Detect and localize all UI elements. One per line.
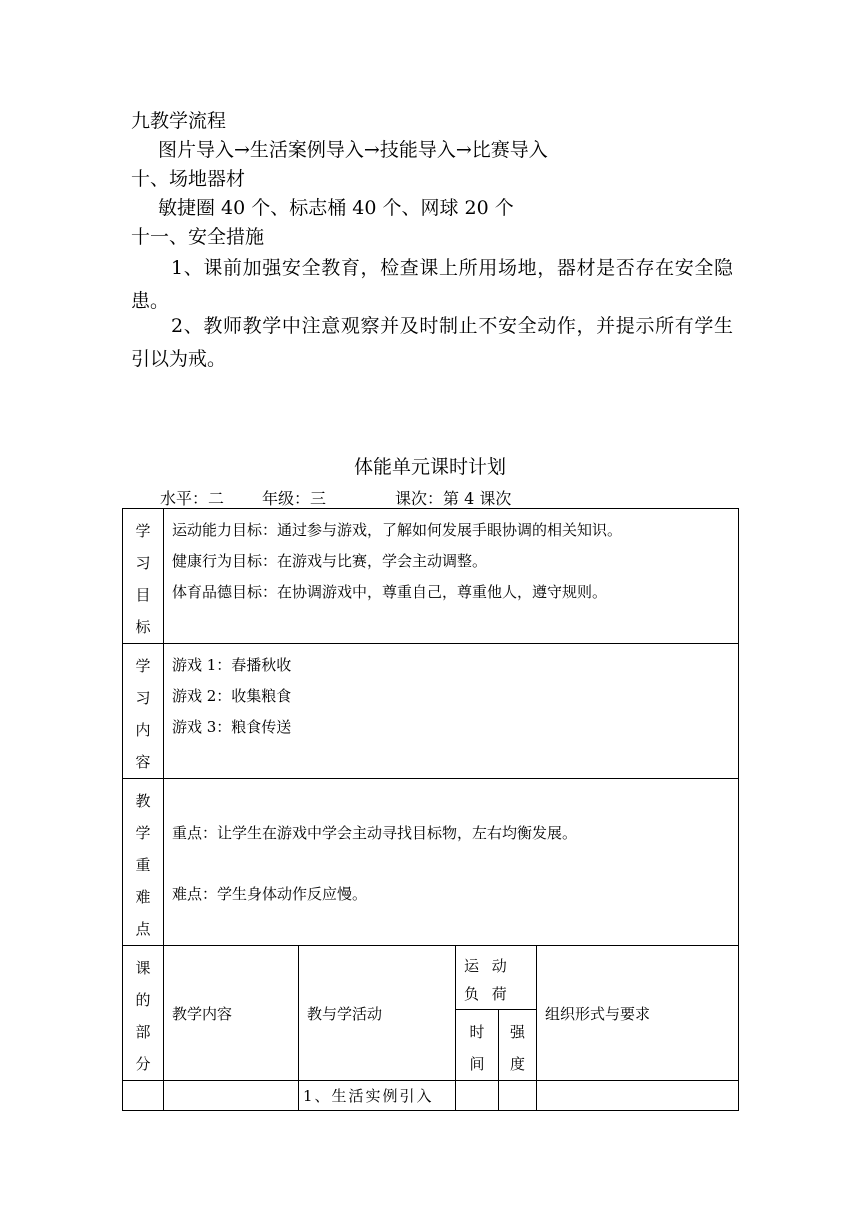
header-activities: 教与学活动 bbox=[299, 946, 456, 1081]
difficulty: 难点：学生身体动作反应慢。 bbox=[172, 885, 368, 903]
section-10-title: 十、场地器材 bbox=[131, 168, 246, 190]
game-1: 游戏 1：春播秋收 bbox=[172, 656, 292, 674]
header-teaching-content: 教学内容 bbox=[164, 946, 299, 1081]
key-points-label: 教 学 重 难 点 bbox=[123, 779, 164, 946]
game-2: 游戏 2：收集粮食 bbox=[172, 687, 292, 705]
key-points-cell bbox=[164, 779, 739, 946]
goal-ethics: 体育品德目标：在协调游戏中，尊重自己，尊重他人，遵守规则。 bbox=[172, 583, 608, 601]
section-9-title: 九教学流程 bbox=[131, 110, 227, 132]
part-label: 课 的 部 分 bbox=[123, 946, 164, 1081]
goal-health: 健康行为目标：在游戏与比赛，学会主动调整。 bbox=[172, 552, 488, 570]
content-cell bbox=[164, 644, 739, 779]
key-point: 重点：让学生在游戏中学会主动寻找目标物，左右均衡发展。 bbox=[172, 824, 578, 842]
header-organization: 组织形式与要求 bbox=[537, 946, 739, 1081]
header-intensity: 强 度 bbox=[499, 1010, 537, 1081]
content-label: 学 习 内 容 bbox=[123, 644, 164, 779]
row1-part bbox=[123, 1081, 164, 1111]
plan-title: 体能单元课时计划 bbox=[353, 456, 506, 478]
game-3: 游戏 3：粮食传送 bbox=[172, 718, 292, 736]
row1-content bbox=[164, 1081, 299, 1111]
header-time: 时 间 bbox=[456, 1010, 499, 1081]
row1-organization bbox=[537, 1081, 739, 1111]
row1-intensity bbox=[499, 1081, 537, 1111]
row1-activity: 1、生活实例引入 bbox=[299, 1081, 456, 1111]
plan-level: 水平：二 bbox=[160, 489, 225, 508]
row1-time bbox=[456, 1081, 499, 1111]
goals-label: 学 习 目 标 bbox=[123, 509, 164, 644]
header-load: 运 动 负 荷 bbox=[456, 946, 537, 1010]
plan-grade: 年级：三 bbox=[262, 489, 327, 508]
goals-cell bbox=[164, 509, 739, 644]
lesson-plan-table bbox=[122, 508, 739, 1111]
section-10-body: 敏捷圈 40 个、标志桶 40 个、网球 20 个 bbox=[158, 197, 514, 219]
safety-item-2: 2、教师教学中注意观察并及时制止不安全动作，并提示所有学生引以为戒。 bbox=[131, 315, 733, 370]
plan-lesson: 课次：第 4 课次 bbox=[395, 489, 512, 508]
section-11-title: 十一、安全措施 bbox=[131, 226, 265, 248]
section-9-body: 图片导入→生活案例导入→技能导入→比赛导入 bbox=[158, 139, 548, 161]
goal-sport: 运动能力目标：通过参与游戏，了解如何发展手眼协调的相关知识。 bbox=[172, 521, 623, 539]
safety-item-1: 1、课前加强安全教育，检查课上所用场地，器材是否存在安全隐患。 bbox=[131, 257, 733, 312]
